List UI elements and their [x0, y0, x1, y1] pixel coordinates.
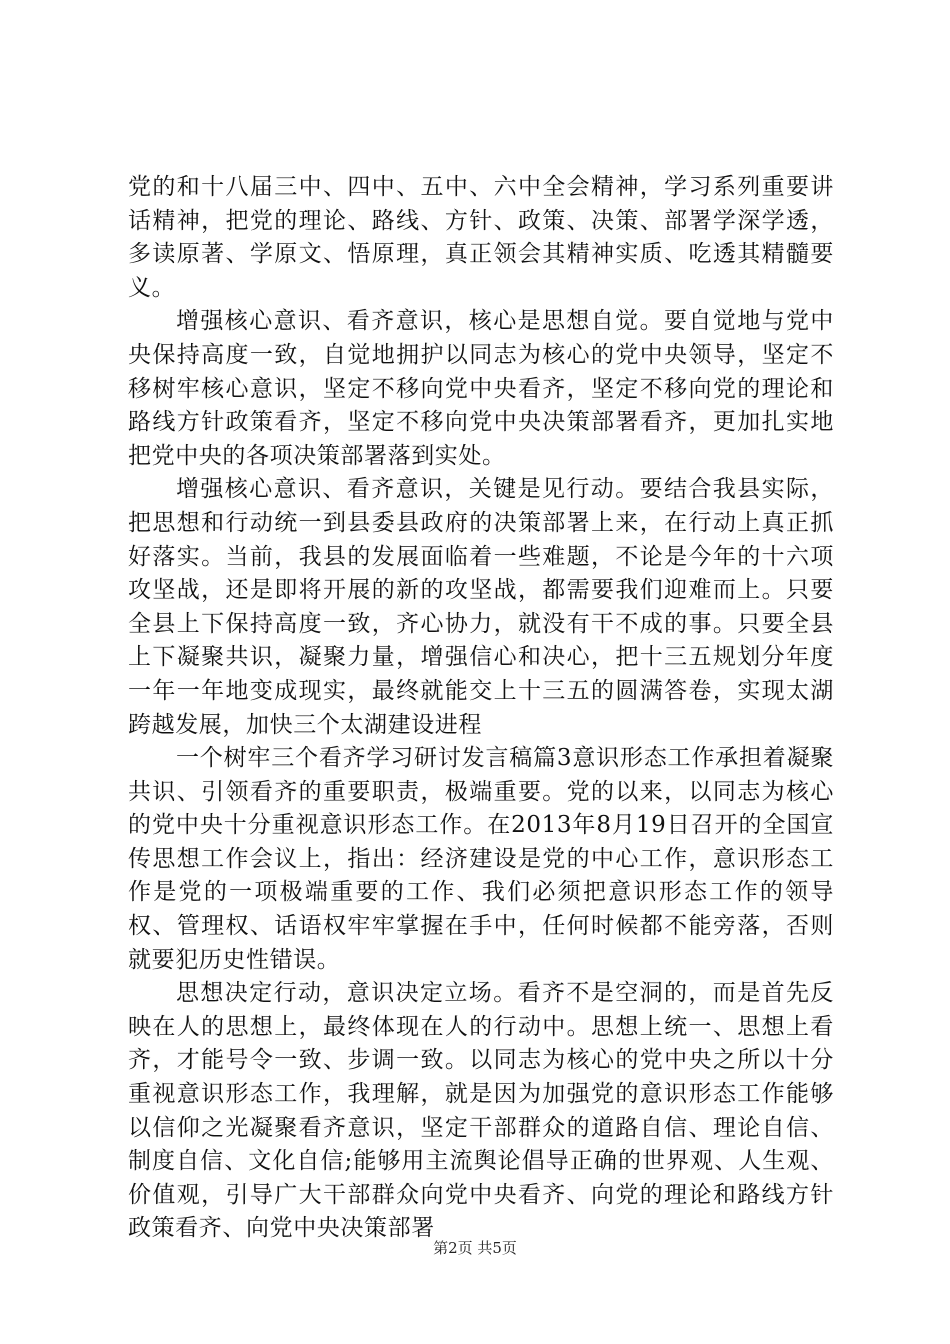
- document-body: [128, 171, 834, 1246]
- paragraph-continued: 党的和十八届三中、四中、五中、六中全会精神，学习系列重要讲话精神，把党的理论、路线、方针、政策、决策、部署学深学透，多读原著、学原文、悟原理，真正领会其精神实质、吃透其精髓要义。: [128, 174, 834, 301]
- paragraph: 增强核心意识、看齐意识，关键是见行动。要结合我县实际，把思想和行动统一到县委县政府的决策部署上来，在行动上真正抓好落实。当前，我县的发展面临着一些难题，不论是今年的十六项攻坚战，还是即将开展的新的攻坚战，都需要我们迎难而上。只要全县上下保持高度一致，齐心协力，就没有干不成的事。只要全县上下凝聚共识，凝聚力量，增强信心和决心，把十三五规划分年度一年一年地变成现实，最终就能交上十三五的圆满答卷，实现太湖跨越发展，加快三个太湖建设进程: [128, 476, 834, 738]
- paragraph: 思想决定行动，意识决定立场。看齐不是空洞的，而是首先反映在人的思想上，最终体现在人的行动中。思想上统一、思想上看齐，才能号令一致、步调一致。以同志为核心的党中央之所以十分重视意识形态工作，我理解，就是因为加强党的意识形态工作能够以信仰之光凝聚看齐意识，坚定干部群众的道路自信、理论自信、制度自信、文化自信;能够用主流舆论倡导正确的世界观、人生观、价值观，引导广大干部群众向党中央看齐、向党的理论和路线方针政策看齐、向党中央决策部署: [128, 980, 834, 1242]
- paragraph: 一个树牢三个看齐学习研讨发言稿篇3意识形态工作承担着凝聚共识、引领看齐的重要职责，极端重要。党的以来，以同志为核心的党中央十分重视意识形态工作。在2013年8月19日召开的全国宣传思想工作会议上，指出：经济建设是党的中心工作，意识形态工作是党的一项极端重要的工作、我们必须把意识形态工作的领导权、管理权、话语权牢牢掌握在手中，任何时候都不能旁落，否则就要犯历史性错误。: [128, 745, 834, 973]
- paragraph: 增强核心意识、看齐意识，核心是思想自觉。要自觉地与党中央保持高度一致，自觉地拥护以同志为核心的党中央领导，坚定不移树牢核心意识，坚定不移向党中央看齐，坚定不移向党的理论和路线方针政策看齐，坚定不移向党中央决策部署看齐，更加扎实地把党中央的各项决策部署落到实处。: [128, 308, 834, 469]
- page-number-footer: 第2页 共5页: [433, 1239, 517, 1257]
